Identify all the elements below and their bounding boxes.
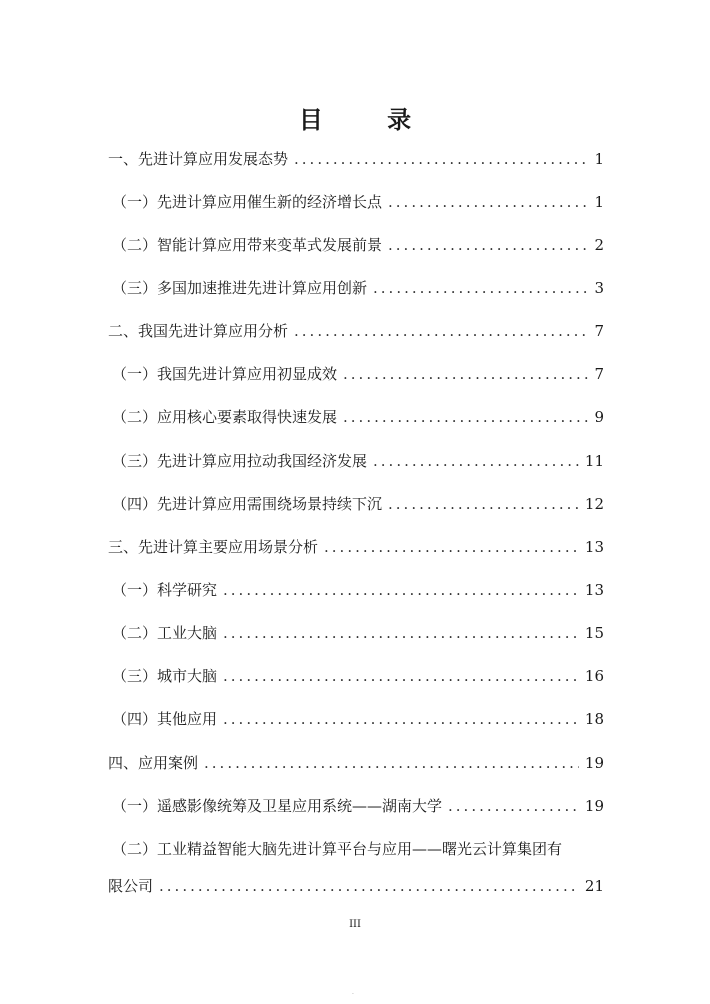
toc-entry-page: 7	[594, 365, 604, 383]
toc-entry-label: （四）其他应用	[112, 710, 218, 728]
toc-entry[interactable]	[108, 535, 604, 559]
toc-entry-label: （四）先进计算应用需围绕场景持续下沉	[112, 495, 383, 513]
toc-entry-page: 7	[594, 322, 604, 340]
toc-entry-label: （二）应用核心要素取得快速发展	[112, 408, 338, 426]
toc-entry[interactable]	[112, 664, 604, 688]
toc-entry-label-line1[interactable]: （二）工业精益智能大脑先进计算平台与应用——曙光云计算集团有	[112, 840, 563, 858]
toc-entry-page: 19	[584, 797, 604, 815]
toc-entry[interactable]	[108, 147, 604, 171]
leader-dots	[159, 874, 579, 898]
toc-entry-page: 11	[584, 452, 604, 470]
toc-entry[interactable]	[112, 621, 604, 645]
toc-entry[interactable]	[108, 874, 604, 898]
page-number: III	[349, 919, 361, 930]
toc-entry[interactable]	[112, 233, 604, 257]
toc-entry[interactable]	[108, 751, 604, 775]
toc-entry-label: 一、先进计算应用发展态势	[108, 150, 289, 168]
toc-entry-page: 19	[584, 754, 604, 772]
leader-dots	[294, 319, 588, 343]
toc-entry-page: 3	[594, 279, 604, 297]
toc-entry-page: 12	[584, 495, 604, 513]
leader-dots	[204, 751, 579, 775]
toc-entry-label: （三）先进计算应用拉动我国经济发展	[112, 452, 368, 470]
toc-entry-label: （一）先进计算应用催生新的经济增长点	[112, 193, 383, 211]
toc-entry-page: 15	[584, 624, 604, 642]
leader-dots	[373, 276, 588, 300]
toc-entry-label: 三、先进计算主要应用场景分析	[108, 538, 319, 556]
leader-dots	[324, 535, 579, 559]
toc-entry-label: （一）遥感影像统筹及卫星应用系统——湖南大学	[112, 797, 443, 815]
toc-entry-label: （二）智能计算应用带来变革式发展前景	[112, 236, 383, 254]
toc-entry[interactable]	[112, 707, 604, 731]
toc-entry[interactable]	[108, 319, 604, 343]
toc-entry[interactable]	[112, 405, 604, 429]
toc-entry-label: （一）科学研究	[112, 581, 218, 599]
toc-entry[interactable]	[112, 449, 604, 473]
toc-entry-label: （三）城市大脑	[112, 667, 218, 685]
toc-entry-page: 13	[584, 538, 604, 556]
leader-dots	[373, 449, 579, 473]
toc-entry[interactable]	[112, 578, 604, 602]
toc-entry[interactable]	[112, 794, 604, 818]
toc-entry[interactable]	[112, 362, 604, 386]
toc-entry-page: 2	[594, 236, 604, 254]
leader-dots	[448, 794, 579, 818]
leader-dots	[343, 405, 588, 429]
toc-entry-label: 二、我国先进计算应用分析	[108, 322, 289, 340]
toc-entry-label: （三）多国加速推进先进计算应用创新	[112, 279, 368, 297]
toc-entry-page: 21	[584, 877, 604, 895]
toc-entry[interactable]	[112, 492, 604, 516]
toc-entry-label-line2: 限公司	[108, 877, 154, 895]
toc-entry-label: 四、应用案例	[108, 754, 199, 772]
leader-dots	[388, 233, 588, 257]
toc-entry-page: 1	[594, 150, 604, 168]
leader-dots	[343, 362, 588, 386]
page-title: 目 录	[298, 105, 440, 134]
toc-entry-page: 9	[594, 408, 604, 426]
leader-dots	[388, 492, 579, 516]
leader-dots	[223, 621, 579, 645]
toc-entry[interactable]	[112, 276, 604, 300]
leader-dots	[223, 707, 579, 731]
leader-dots	[223, 578, 579, 602]
leader-dots	[223, 664, 579, 688]
toc-entry-label: （二）工业大脑	[112, 624, 218, 642]
scan-speck: ·	[352, 991, 354, 998]
toc-entry-page: 16	[584, 667, 604, 685]
leader-dots	[388, 190, 588, 214]
toc-entry[interactable]	[112, 190, 604, 214]
leader-dots	[294, 147, 588, 171]
toc-entry-label: （一）我国先进计算应用初显成效	[112, 365, 338, 383]
toc-entry-page: 13	[584, 581, 604, 599]
toc-entry-page: 18	[584, 710, 604, 728]
toc-entry-page: 1	[594, 193, 604, 211]
